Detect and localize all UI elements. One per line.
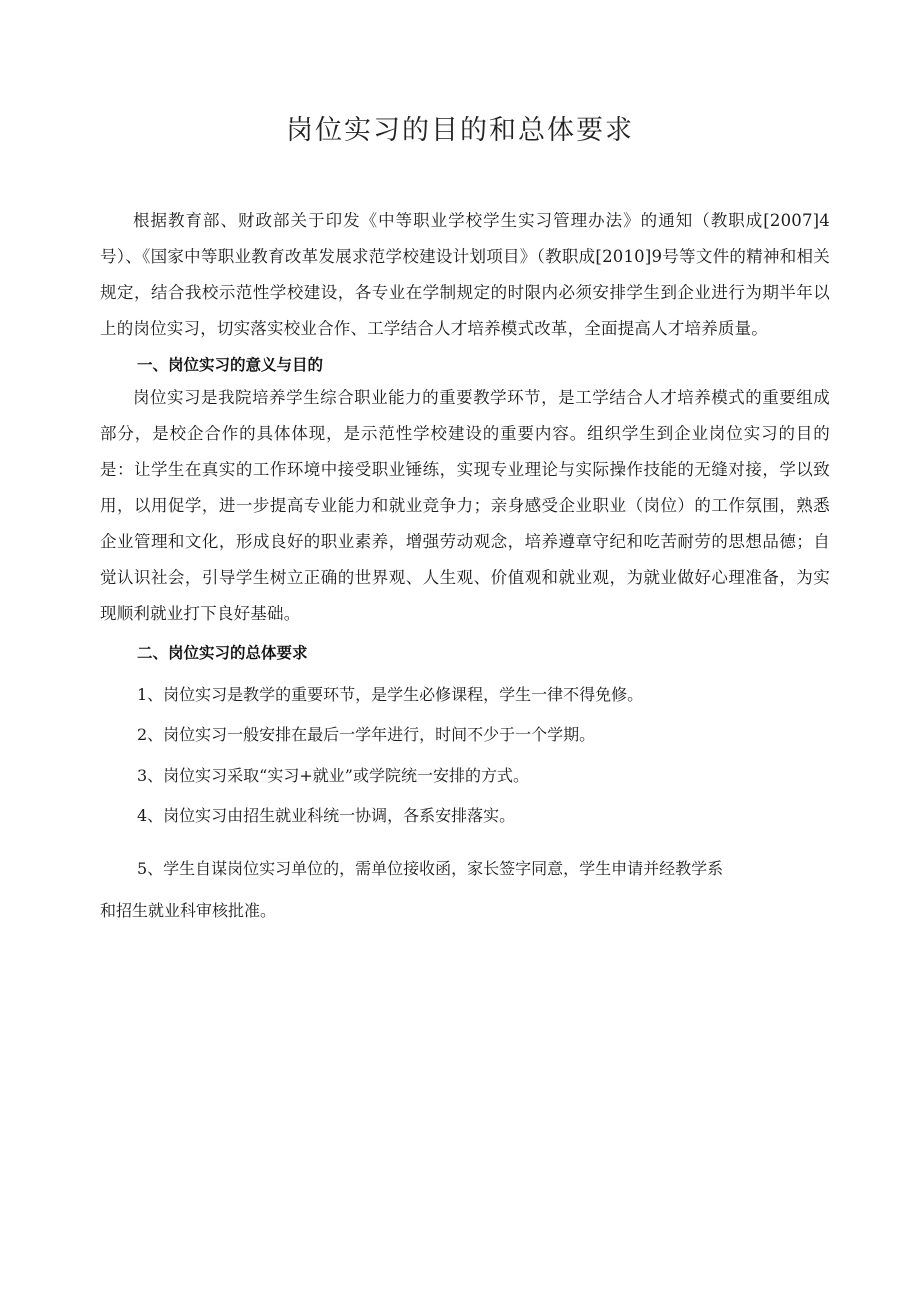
requirement-item-4: 4、岗位实习由招生就业科统一协调，各系安排落实。: [137, 806, 516, 825]
intro-paragraph: 根据教育部、财政部关于印发《中等职业学校学生实习管理办法》的通知（教职成[2007]4号）、《国家中等职业教育改革发展求范学校建设计划项目》（教职成[2010]9号等文件的精神和相关规定，结合我校示范性学校建设，各专业在学制规定的时限内必须安排学生到企业进行为期半年以上的岗位实习，切实落实校业合作、工学结合人才培养模式改革，全面提高人才培养质量。: [100, 211, 830, 338]
section-2-heading: 二、岗位实习的总体要求: [137, 644, 308, 662]
requirement-item-5-line-2: 和招生就业科审核批准。: [100, 901, 277, 920]
requirement-item-5-line-1: 5、学生自谋岗位实习单位的，需单位接收函，家长签字同意，学生申请并经教学系: [137, 859, 724, 878]
requirement-item-1: 1、岗位实习是教学的重要环节，是学生必修课程，学生一律不得免修。: [137, 685, 644, 704]
requirement-item-5: [100, 848, 800, 932]
section-1-body: 岗位实习是我院培养学生综合职业能力的重要教学环节，是工学结合人才培养模式的重要组成部分，是校企合作的具体体现，是示范性学校建设的重要内容。组织学生到企业岗位实习的目的是：让学生在真实的工作环境中接受职业锤练，实现专业理论与实际操作技能的无缝对接，学以致用，以用促学，进一步提高专业能力和就业竞争力；亲身感受企业职业（岗位）的工作氛围，熟悉企业管理和文化，形成良好的职业素养，增强劳动观念，培养遵章守纪和吃苦耐劳的思想品德；自觉认识社会，引导学生树立正确的世界观、人生观、价值观和就业观，为就业做好心理准备，为实现顺利就业打下良好基础。: [100, 388, 830, 623]
section-1-heading: 一、岗位实习的意义与目的: [137, 356, 324, 374]
requirement-item-3: 3、岗位实习采取“实习+就业”或学院统一安排的方式。: [137, 766, 529, 785]
requirement-item-2: 2、岗位实习一般安排在最后一学年进行，时间不少于一个学期。: [137, 725, 596, 744]
document-title: 岗位实习的目的和总体要求: [286, 115, 634, 146]
